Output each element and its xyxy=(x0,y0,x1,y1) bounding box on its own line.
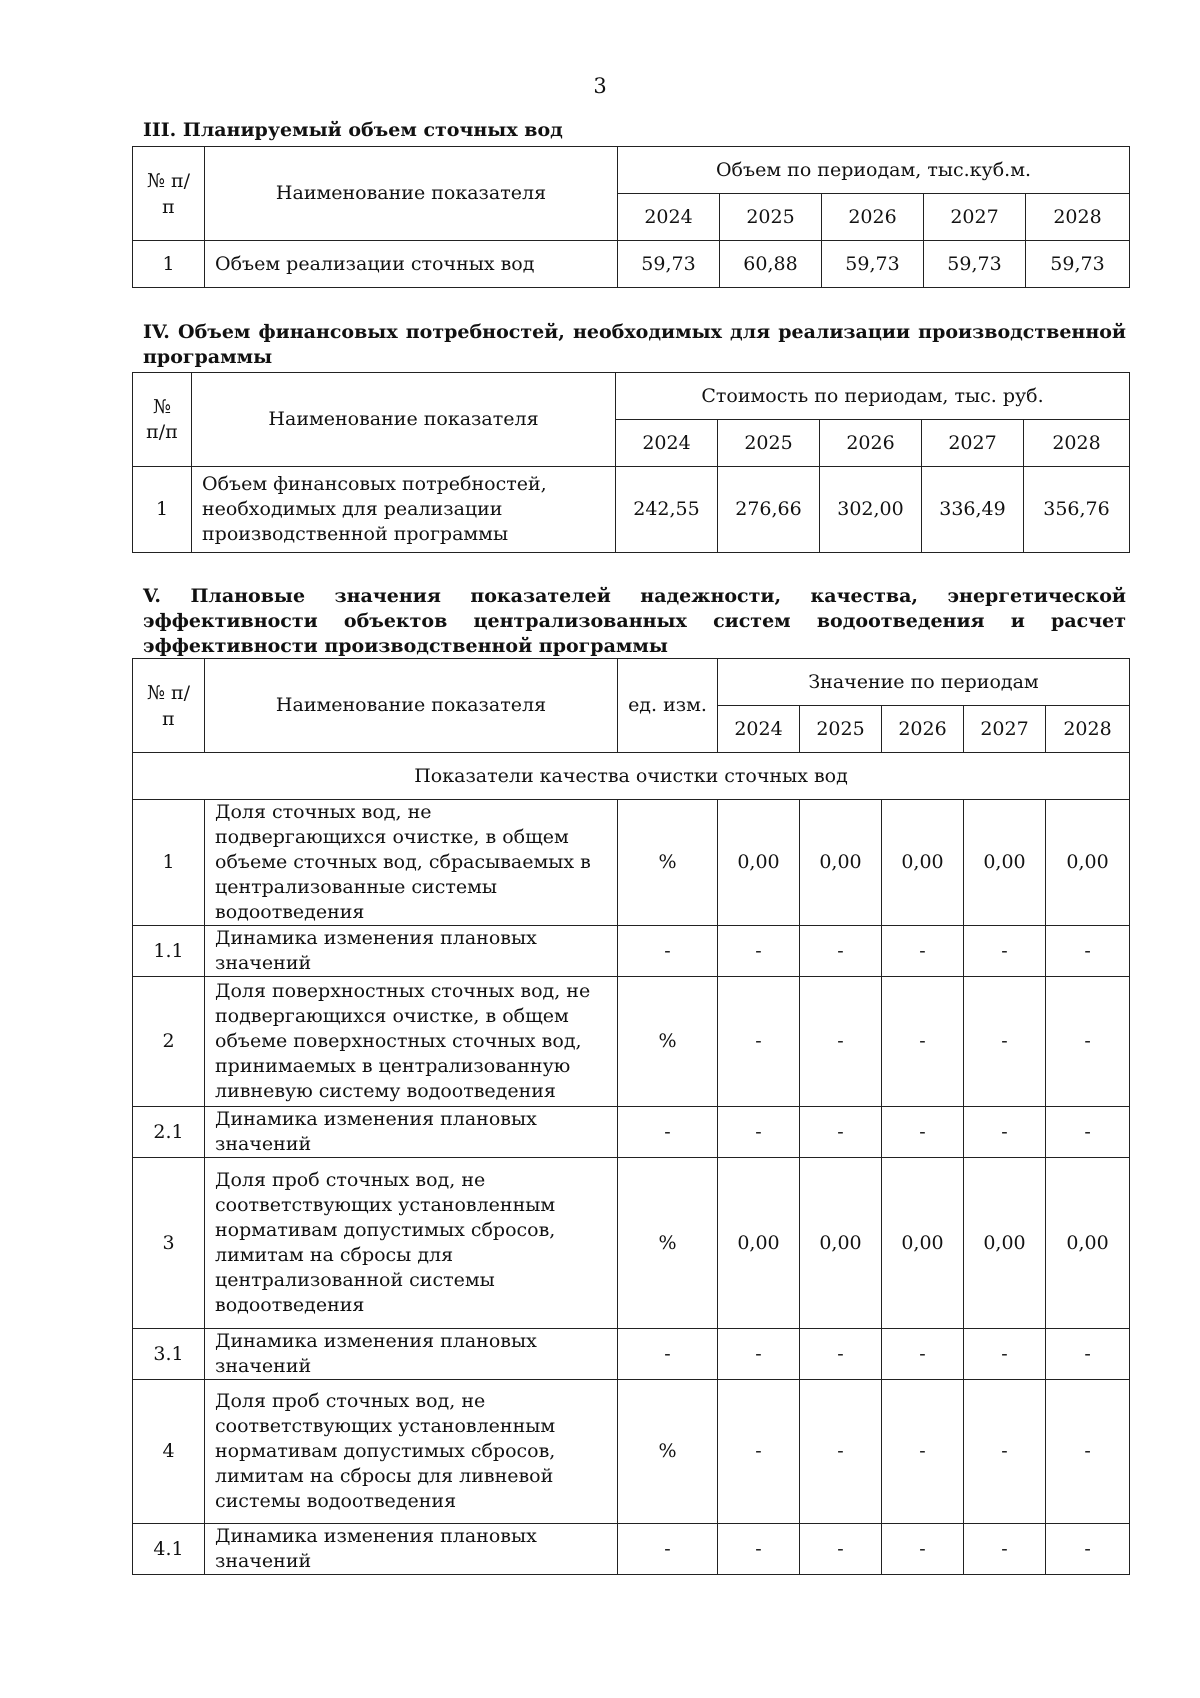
row-value: 0,00 xyxy=(718,1158,800,1329)
row-value: - xyxy=(1046,926,1130,977)
year-header: 2028 xyxy=(1046,706,1130,753)
row-name: Доля проб сточных вод, не соответствующих установленным нормативам допустимых сбросов, лимитам на сбросы для ливневой системы водоотведения xyxy=(205,1380,618,1524)
row-value: - xyxy=(882,1329,964,1380)
year-header: 2028 xyxy=(1026,194,1130,241)
table-row xyxy=(133,977,1130,1107)
row-value: 0,00 xyxy=(718,800,800,926)
row-value: - xyxy=(1046,1524,1130,1575)
row-unit: % xyxy=(618,800,718,926)
row-unit: - xyxy=(618,1107,718,1158)
row-value: 0,00 xyxy=(964,1158,1046,1329)
col-group-header: Значение по периодам xyxy=(718,659,1130,706)
row-name: Динамика изменения плановых значений xyxy=(205,1107,618,1158)
year-header: 2026 xyxy=(882,706,964,753)
row-num: 2 xyxy=(133,977,205,1107)
table-row xyxy=(133,1524,1130,1575)
table-row xyxy=(133,1329,1130,1380)
row-value: - xyxy=(718,1380,800,1524)
row-value: - xyxy=(1046,1107,1130,1158)
year-header: 2027 xyxy=(924,194,1026,241)
row-name: Объем финансовых потребностей, необходимых для реализации производственной программы xyxy=(192,467,616,553)
group-header-row: Показатели качества очистки сточных вод xyxy=(133,753,1130,800)
section-4-title: IV. Объем финансовых потребностей, необходимых для реализации производственной программы xyxy=(143,321,1126,368)
year-header: 2025 xyxy=(800,706,882,753)
table-row xyxy=(133,1158,1130,1329)
section-5-title: V. Плановые значения показателей надежности, качества, энергетической эффективности объектов централизованных систем водоотведения и расчет эффективности производственной программы xyxy=(143,585,1126,657)
year-header: 2027 xyxy=(922,420,1024,467)
row-value: 0,00 xyxy=(800,800,882,926)
col-name-header: Наименование показателя xyxy=(192,373,616,467)
row-value: - xyxy=(964,1107,1046,1158)
row-unit: - xyxy=(618,1524,718,1575)
row-num: 1 xyxy=(133,467,192,553)
row-value: - xyxy=(800,926,882,977)
year-header: 2025 xyxy=(718,420,820,467)
col-group-header: Стоимость по периодам, тыс. руб. xyxy=(616,373,1130,420)
row-value: 0,00 xyxy=(1046,1158,1130,1329)
col-group-header: Объем по периодам, тыс.куб.м. xyxy=(618,147,1130,194)
row-unit: - xyxy=(618,1329,718,1380)
row-value: 302,00 xyxy=(820,467,922,553)
year-header: 2025 xyxy=(720,194,822,241)
row-name: Динамика изменения плановых значений xyxy=(205,926,618,977)
col-name-header: Наименование показателя xyxy=(205,659,618,753)
year-header: 2026 xyxy=(822,194,924,241)
row-value: - xyxy=(1046,977,1130,1107)
col-unit-header: ед. изм. xyxy=(618,659,718,753)
row-value: - xyxy=(964,1329,1046,1380)
row-name: Динамика изменения плановых значений xyxy=(205,1329,618,1380)
year-header: 2024 xyxy=(616,420,718,467)
row-value: 60,88 xyxy=(720,241,822,288)
row-value: 356,76 xyxy=(1024,467,1130,553)
section-3-table xyxy=(132,146,1130,288)
row-value: - xyxy=(964,926,1046,977)
table-row xyxy=(133,1380,1130,1524)
row-num: 2.1 xyxy=(133,1107,205,1158)
row-value: 0,00 xyxy=(882,1158,964,1329)
row-value: - xyxy=(800,1107,882,1158)
col-num-header: № п/п xyxy=(133,373,192,467)
table-row xyxy=(133,926,1130,977)
row-value: - xyxy=(800,1524,882,1575)
year-header: 2026 xyxy=(820,420,922,467)
row-num: 3 xyxy=(133,1158,205,1329)
year-header: 2024 xyxy=(718,706,800,753)
row-value: - xyxy=(718,1107,800,1158)
row-unit: - xyxy=(618,926,718,977)
row-value: - xyxy=(718,1524,800,1575)
row-unit: % xyxy=(618,1380,718,1524)
row-value: 59,73 xyxy=(1026,241,1130,288)
row-value: - xyxy=(800,1380,882,1524)
row-num: 1.1 xyxy=(133,926,205,977)
row-value: 276,66 xyxy=(718,467,820,553)
year-header: 2027 xyxy=(964,706,1046,753)
row-value: - xyxy=(1046,1380,1130,1524)
row-num: 1 xyxy=(133,241,205,288)
row-num: 4.1 xyxy=(133,1524,205,1575)
table-row xyxy=(133,467,1130,553)
row-num: 3.1 xyxy=(133,1329,205,1380)
row-value: - xyxy=(882,926,964,977)
section-5-table xyxy=(132,658,1130,1575)
row-value: - xyxy=(800,1329,882,1380)
row-value: 0,00 xyxy=(964,800,1046,926)
row-name: Объем реализации сточных вод xyxy=(205,241,618,288)
col-name-header: Наименование показателя xyxy=(205,147,618,241)
row-value: - xyxy=(882,977,964,1107)
row-unit: % xyxy=(618,977,718,1107)
table-row xyxy=(133,800,1130,926)
row-value: - xyxy=(964,1524,1046,1575)
row-name: Доля проб сточных вод, не соответствующих установленным нормативам допустимых сбросов, лимитам на сбросы для централизованной системы водоотведения xyxy=(205,1158,618,1329)
row-value: - xyxy=(964,977,1046,1107)
row-value: 336,49 xyxy=(922,467,1024,553)
row-value: - xyxy=(882,1524,964,1575)
section-3-title: III. Планируемый объем сточных вод xyxy=(143,119,563,141)
row-value: - xyxy=(718,926,800,977)
table-row xyxy=(133,1107,1130,1158)
row-name: Динамика изменения плановых значений xyxy=(205,1524,618,1575)
row-value: - xyxy=(718,977,800,1107)
row-value: - xyxy=(1046,1329,1130,1380)
row-num: 1 xyxy=(133,800,205,926)
row-value: - xyxy=(882,1107,964,1158)
section-4-table xyxy=(132,372,1130,553)
col-num-header: № п/п xyxy=(133,147,205,241)
row-value: - xyxy=(800,977,882,1107)
row-name: Доля поверхностных сточных вод, не подвергающихся очистке, в общем объеме поверхностных сточных вод, принимаемых в централизованную ливневую систему водоотведения xyxy=(205,977,618,1107)
row-value: 0,00 xyxy=(882,800,964,926)
row-value: 0,00 xyxy=(1046,800,1130,926)
table-row xyxy=(133,241,1130,288)
row-name: Доля сточных вод, не подвергающихся очистке, в общем объеме сточных вод, сбрасываемых в централизованные системы водоотведения xyxy=(205,800,618,926)
row-value: 242,55 xyxy=(616,467,718,553)
row-value: - xyxy=(718,1329,800,1380)
row-num: 4 xyxy=(133,1380,205,1524)
col-num-header: № п/п xyxy=(133,659,205,753)
row-value: - xyxy=(882,1380,964,1524)
row-value: 59,73 xyxy=(822,241,924,288)
row-unit: % xyxy=(618,1158,718,1329)
year-header: 2028 xyxy=(1024,420,1130,467)
row-value: 59,73 xyxy=(924,241,1026,288)
row-value: 59,73 xyxy=(618,241,720,288)
row-value: 0,00 xyxy=(800,1158,882,1329)
page-number: 3 xyxy=(593,74,607,98)
year-header: 2024 xyxy=(618,194,720,241)
row-value: - xyxy=(964,1380,1046,1524)
